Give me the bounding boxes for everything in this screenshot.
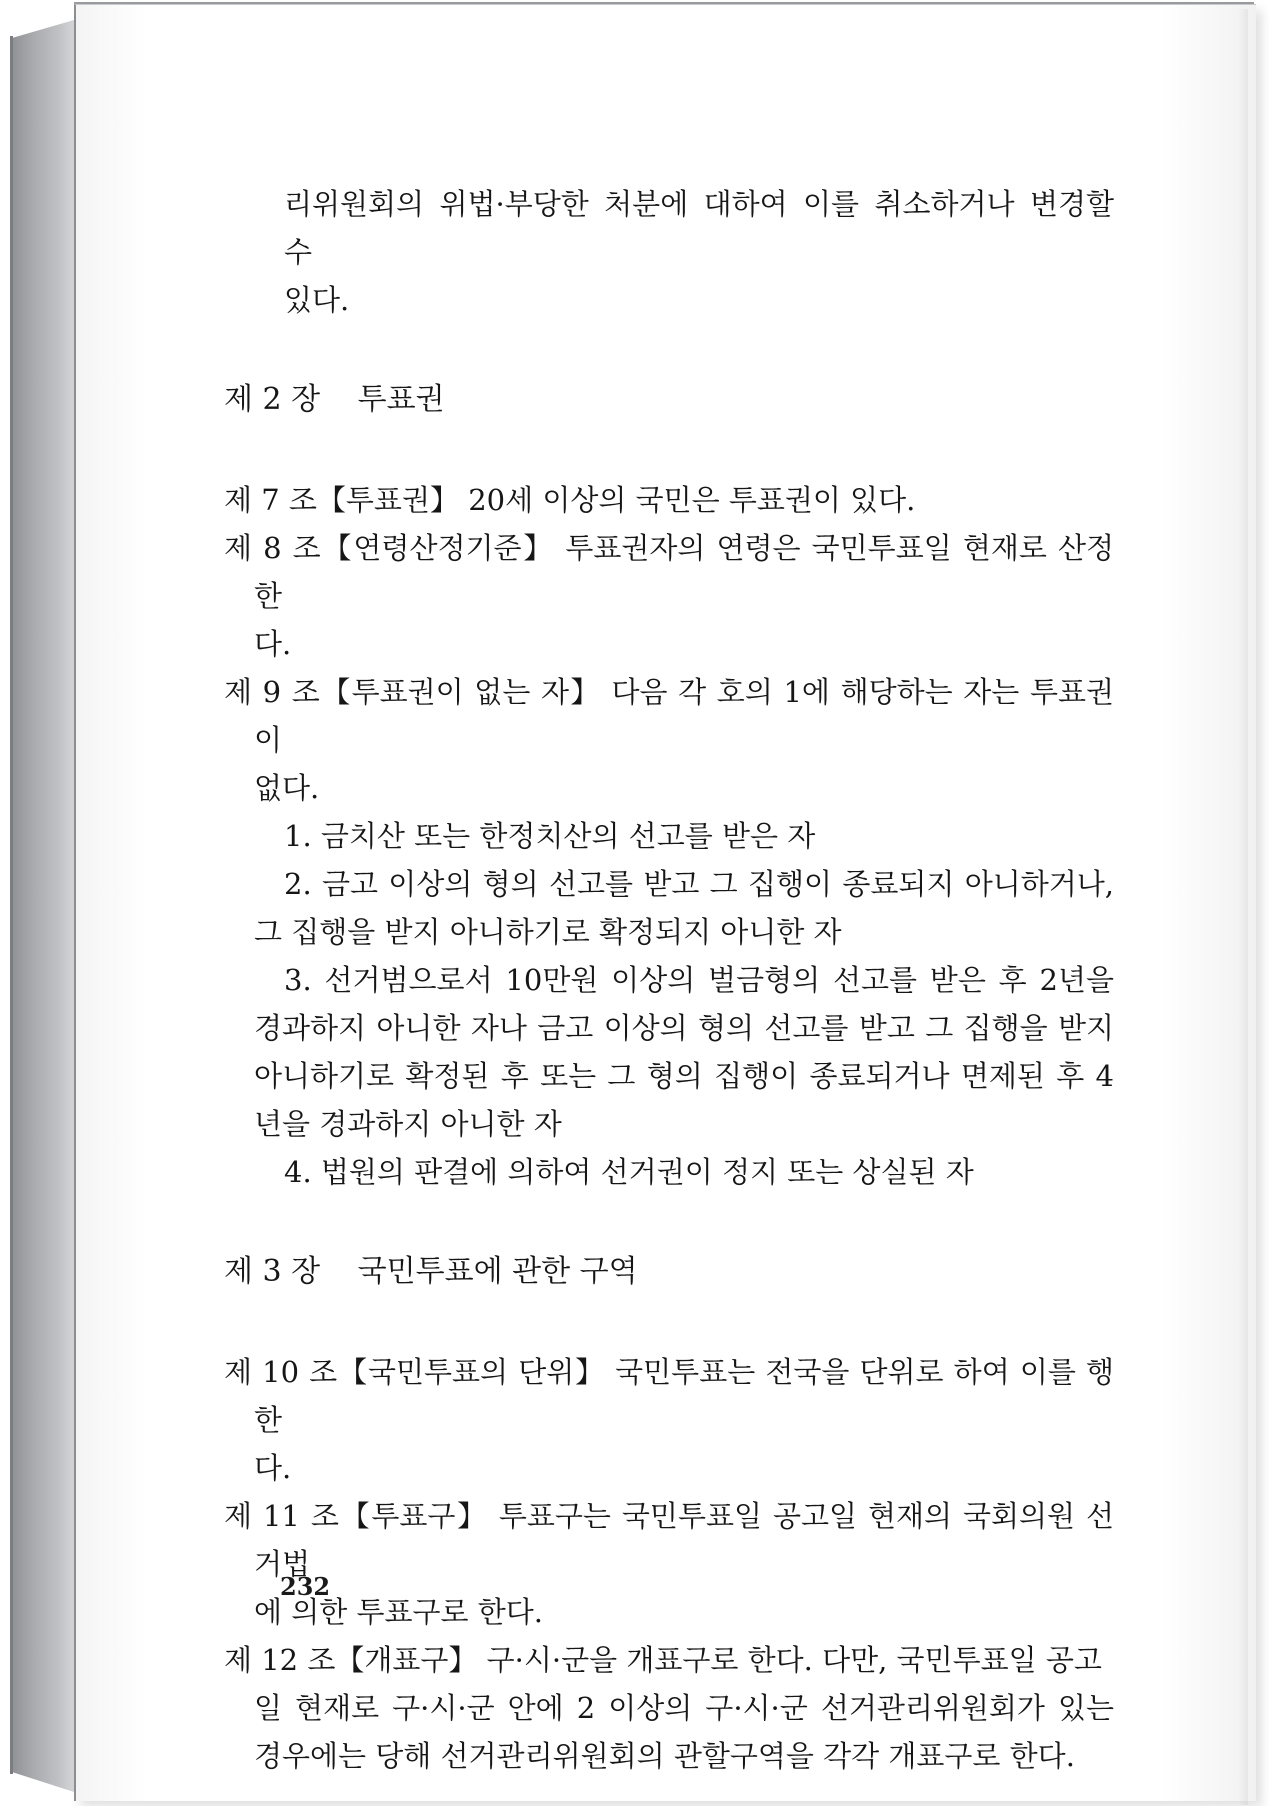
article-12	[224, 1636, 1114, 1780]
chapter-3-number: 제 3 장	[224, 1254, 321, 1289]
article-12-body-cont: 일 현재로 구·시·군 안에 2 이상의 구·시·군 선거관리위원회가 있는 경우에는 당해 선거관리위원회의 관할구역을 각각 개표구로 한다.	[254, 1691, 1114, 1773]
article-11-body: 투표구는 국민투표일 공고일 현재의 국회의원 선거법	[254, 1499, 1115, 1581]
page-number: 232	[280, 1572, 331, 1601]
chapter-2-title: 투표권	[357, 382, 445, 417]
article-8-body: 투표권자의 연령은 국민투표일 현재로 산정한	[254, 531, 1114, 613]
book-spine-edge	[10, 36, 13, 1774]
article-11-number: 제 11 조	[224, 1499, 339, 1533]
article-11	[224, 1492, 1114, 1636]
article-10-body-cont: 다.	[254, 1451, 292, 1485]
article-10-body: 국민투표는 전국을 단위로 하여 이를 행한	[254, 1355, 1114, 1437]
chapter-2-number: 제 2 장	[224, 382, 321, 417]
article-8	[224, 524, 1114, 668]
article-9	[224, 668, 1114, 812]
intro-paragraph	[254, 180, 1114, 324]
article-9-item-4: 4. 법원의 판결에 의하여 선거권이 정지 또는 상실된 자	[284, 1155, 974, 1189]
article-11-heading: 【투표구】	[338, 1499, 488, 1533]
article-10-number: 제 10 조	[224, 1355, 338, 1389]
article-7-heading: 【투표권】	[316, 483, 459, 517]
article-9-item-2: 2. 금고 이상의 형의 선고를 받고 그 집행이 종료되지 아니하거나, 그 집행을 받지 아니하기로 확정되지 아니한 자	[254, 867, 1114, 949]
article-9-item-1: 1. 금치산 또는 한정치산의 선고를 받은 자	[284, 819, 816, 853]
intro-line-1: 리위원회의 위법·부당한 처분에 대하여 이를 취소하거나 변경할 수	[284, 187, 1114, 269]
article-8-number: 제 8 조	[224, 531, 321, 565]
article-7-number: 제 7 조	[224, 483, 317, 517]
page-text	[224, 180, 1115, 1780]
article-9-heading: 【투표권이 없는 자】	[319, 675, 601, 709]
intro-line-2: 있다.	[284, 283, 350, 317]
article-7-body: 20세 이상의 국민은 투표권이 있다.	[468, 483, 916, 517]
article-8-heading: 【연령산정기준】	[320, 531, 555, 565]
article-7	[224, 476, 1114, 524]
book-spine	[12, 20, 74, 1792]
article-12-body: 구·시·군을 개표구로 한다. 다만, 국민투표일 공고	[486, 1643, 1102, 1677]
page-right-shade	[1238, 9, 1248, 1805]
article-9-number: 제 9 조	[224, 675, 320, 709]
article-11-body-cont: 에 의한 투표구로 한다.	[254, 1595, 543, 1629]
chapter-3-heading	[224, 1248, 1114, 1296]
article-9-body: 다음 각 호의 1에 해당하는 자는 투표권이	[254, 675, 1114, 757]
article-12-heading: 【개표구】	[335, 1643, 478, 1677]
chapter-2-heading	[224, 376, 1114, 424]
article-8-body-cont: 다.	[254, 627, 292, 661]
article-9-body-cont: 없다.	[254, 771, 320, 805]
chapter-3-title: 국민투표에 관한 구역	[357, 1254, 638, 1289]
article-10-heading: 【국민투표의 단위】	[337, 1355, 606, 1389]
article-12-number: 제 12 조	[224, 1643, 336, 1677]
article-9-item-3: 3. 선거범으로서 10만원 이상의 벌금형의 선고를 받은 후 2년을 경과하지 아니한 자나 금고 이상의 형의 선고를 받고 그 집행을 받지 아니하기로 확정된 후 또는 그 형의 집행이 종료되거나 면제된 후 4년을 경과하지 아니한 자	[254, 963, 1114, 1141]
article-10	[224, 1348, 1114, 1492]
